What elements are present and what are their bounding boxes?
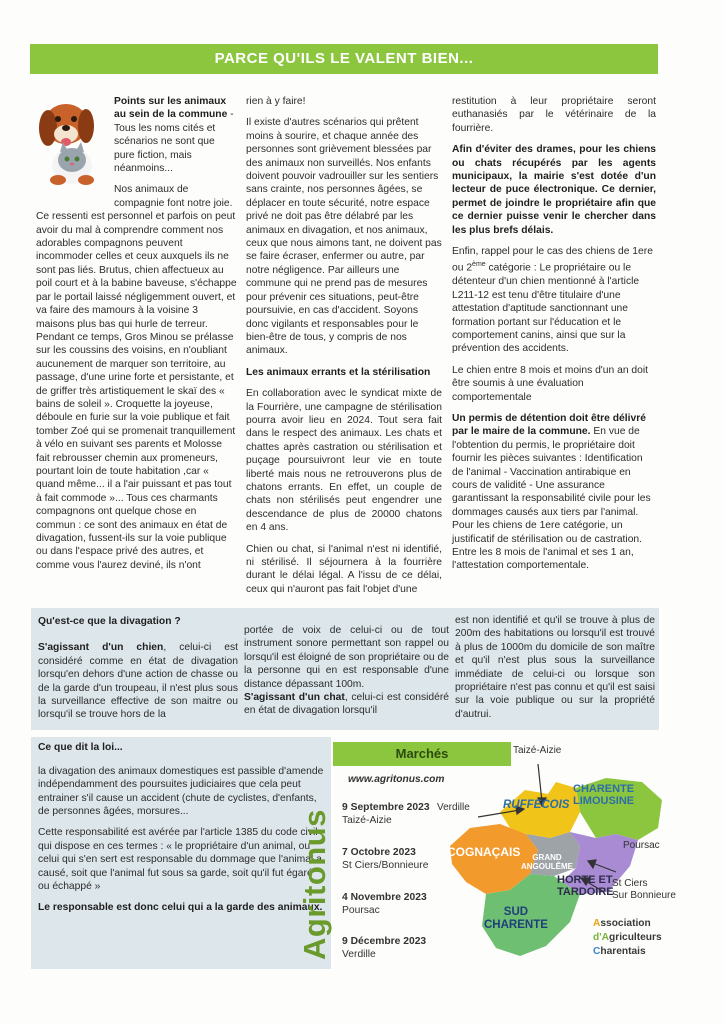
market-place: St Ciers/Bonnieure bbox=[342, 860, 429, 871]
map-label-angouleme: ANGOULÊME bbox=[521, 862, 573, 871]
col3-p2-sup: ème bbox=[472, 261, 486, 269]
section-heading: Points sur les animaux au sein de la commune bbox=[114, 96, 228, 121]
assoc-initial-d: d'A bbox=[593, 932, 610, 943]
market-item bbox=[342, 891, 427, 917]
map-label-horte: HORTE ET bbox=[557, 874, 613, 886]
col3-p1: Afin d'éviter des drames, pour les chiens ou chats récupérés par les agents municipaux, la mairie s'est dotée d'un lecteur de puce électronique. Ce dernier, permet de joindre le propriétaire afin que ce dernier puisse venir le chercher dans les plus brefs délais. bbox=[452, 144, 656, 236]
col2-p2: En collaboration avec le syndicat mixte de la Fourrière, une campagne de stérilisation pourra avoir lieu en 2024. Tout sera fait dans le respect des animaux. Les chats et chattes après castration ou stérilisation et puçage poursuivront leur vie en toute liberté mais nous ne retrouverons plus de chatons errants. En effet, un couple de chats non stérilisés peut engendrer une descendance de plus de 20000 chatons en 4 ans. bbox=[246, 388, 442, 534]
map-label-tardoire: TARDOIRE bbox=[557, 886, 614, 898]
map-label-ruffecois: RUFFECOIS bbox=[503, 799, 570, 811]
assoc-word-2: griculteurs bbox=[609, 932, 662, 943]
assoc-initial-a: A bbox=[593, 918, 601, 929]
loi-p1: la divagation des animaux domestiques est passible d'amende indépendamment des poursuites judiciaires que cela peut entrainer s'il cause un accident (chute de cyclistes, d'enfants, de personnes âgées, morsures... bbox=[38, 765, 324, 818]
assoc-initial-c: C bbox=[593, 946, 601, 957]
intro-block bbox=[114, 95, 238, 210]
divagation-col-1 bbox=[38, 615, 238, 722]
map-label-st-ciers-2: Sur Bonnieure bbox=[612, 890, 676, 901]
chien-text: , celui-ci est considéré comme en état de divagation lorsqu'en dehors d'une action de chasse ou de la garde d'un troupeau, il n'est plus sous la surveillance effective de son maitre ou lorsqu'il se trouve hors de la bbox=[38, 642, 238, 721]
divagation-col-2 bbox=[244, 624, 449, 718]
market-place: Taizé-Aizie bbox=[342, 815, 392, 826]
market-item bbox=[342, 846, 428, 872]
chat-text: , celui-ci est considéré en état de divagation lorsqu'il bbox=[244, 692, 449, 717]
chien-label: S'agissant d'un chien bbox=[38, 642, 164, 654]
column-2 bbox=[246, 95, 442, 604]
map-label-st-ciers-1: St Ciers bbox=[612, 878, 648, 889]
market-place: Poursac bbox=[342, 905, 380, 916]
map-label-st-ciers bbox=[612, 878, 676, 902]
market-item bbox=[342, 801, 430, 827]
assoc-word-3: harentais bbox=[600, 946, 646, 957]
market-date: 4 Novembre 2023 bbox=[342, 892, 427, 903]
permis-rest: En vue de l'obtention du permis, le propriétaire doit fournir les pièces suivantes : Identification de l'animal - Vaccination antirabique en cours de validité - Une assurance garantissant la responsabilité civile pour les dommages causés aux tiers par l'animal. Pour les chiens de 1ere catégorie, un justificatif de stérilisation ou de castration. Entre les 8 mois de l'animal et ses 1 an, l'attestation comportementale. bbox=[452, 426, 651, 572]
loi-p3: Le responsable est donc celui qui a la garde des animaux. bbox=[38, 901, 323, 913]
market-date: 9 Septembre 2023 bbox=[342, 802, 430, 813]
map-label-grand-angouleme bbox=[521, 853, 573, 871]
market-date: 9 Décembre 2023 bbox=[342, 936, 427, 947]
market-place: Verdille bbox=[342, 949, 376, 960]
chat-label: S'agissant d'un chat bbox=[244, 692, 345, 704]
assoc-word-1: ssociation bbox=[600, 918, 651, 929]
map-label-grand: GRAND bbox=[532, 853, 562, 862]
col3-p3: Le chien entre 8 mois et moins d'un an doit être soumis à une évaluation comportementale bbox=[452, 364, 649, 403]
divagation-col-3 bbox=[455, 614, 655, 721]
marches-title: Marchés bbox=[395, 746, 449, 761]
divagation-col2-text: portée de voix de celui-ci ou de tout instrument sonore permettant son rappel ou lorsqu'il est éloigné de son propriétaire ou de la personne qui en est responsable d'une distance dépassant 100m. bbox=[244, 625, 449, 690]
map-label-taize: Taizé-Aizie bbox=[513, 745, 562, 756]
loi-heading: Ce que dit la loi... bbox=[38, 742, 123, 753]
divagation-question: Qu'est-ce que la divagation ? bbox=[38, 616, 181, 627]
col3-p2-b: catégorie : Le propriétaire ou le détenteur d'un chien mentionné à l'article L211-12 est tenu d'être titulaire d'une attestation d'aptitude sanctionnant une formation portant sur l'éducation et le comportement canins, ainsi que sur la prévention des accidents. bbox=[452, 262, 640, 355]
col3-p2 bbox=[452, 245, 656, 356]
agritonus-website[interactable]: www.agritonus.com bbox=[348, 774, 445, 785]
column-1 bbox=[36, 95, 238, 580]
column-3 bbox=[452, 95, 656, 581]
association-name bbox=[593, 917, 662, 959]
banner-title: PARCE QU'ILS LE VALENT BIEN... bbox=[214, 50, 474, 67]
col3-p4 bbox=[452, 412, 656, 573]
map-label-charente-sud: CHARENTE bbox=[484, 919, 548, 931]
col3-p0: restitution à leur propriétaire seront euthanasiés par le vétérinaire de la fourrière. bbox=[452, 96, 656, 134]
map-label-sud: SUD bbox=[503, 906, 529, 918]
map-label-verdille: Verdille bbox=[437, 802, 470, 813]
col2-p1: Il existe d'autres scénarios qui prêtent moins à sourire, et chaque année des personnes sont grièvement blessées par des animaux non surveillés. Nos enfants doivent pouvoir vadrouiller sur les sentiers sans crainte, nos personnes âgées, se déplacer en toute sécurité, notre espace privé ne doit pas être délabré par les animaux en divagation, et nos animaux, ceux que nous aimons tant, ne doivent pas se faire écraser, enfermer ou autre, par notre négligence. Par ailleurs une commune qui ne prend pas de mesures pour prévenir ces situations, peut-être poursuivie, en cas d'accident. Soyons donc vigilants et responsables pour le bien-être de tous, y compris de nos animaux. bbox=[246, 117, 442, 357]
agritonus-brand: Agritonus bbox=[297, 809, 332, 960]
col1-paragraph: Ce ressenti est personnel et parfois on peut avoir du mal à comprendre comment nos adorables compagnons peuvent incommoder celles et ceux auxquels ils ne sont pas liés. Brutus, chien affectueux au poil court et à la babine baveuse, s'échappe par le portail laissé négligemment ouvert, et va faire des mamours à la voisine 3 maisons plus bas qui hurle de terreur. Pendant ce temps, Gros Minou se prélasse sur les coussins des voisins, en n'oubliant aucunement de marquer son territoire, au passage, d'une urine forte et persistante, et de griffer très artistiquement le skaï des « bains de soleil ». Croquette la joyeuse, déboule en furie sur la voie publique et fait tomber Zoé qui se promenait tranquillement à vélo en suivant ses parents et Molosse fait rebrousser chemin aux promeneurs, pourtant loin de toute habitation ,car « quand même... il a l'air puissant et pas tout à fait commode »... Tous ces charmants compagnons ont quelque chose en commun : ce sont des animaux en état de divagation, fussent-ils sur la voie publique ou dans l'espace privé des autres, et comme vous l'aurez deviné, ils n'ont bbox=[36, 211, 237, 571]
permis-bold: Un permis de détention doit être délivré par le maire de la commune. bbox=[452, 412, 646, 438]
loi-p2: Cette responsabilité est avérée par l'article 1385 du code civil qui dispose en ces termes : « le propriétaire d'un animal, ou celui qui s'en sert est responsable du dommage que l'animal a causé, soit que l'animal fut sous sa garde, soit qu'il fut égaré ou échappé » bbox=[38, 826, 322, 893]
market-date: 7 Octobre 2023 bbox=[342, 847, 416, 858]
intro-sentence: Nos animaux de compagnie font notre joie. bbox=[114, 184, 233, 209]
map-label-limousine: LIMOUSINE bbox=[573, 795, 635, 807]
divagation-col3-text: est non identifié et qu'il se trouve à plus de 200m des habitations ou lorsqu'il est trouvé à plus de 1000m du domicile de son maître et qu'il n'est plus sous la surveillance immédiate de celui-ci ou lorsque son propriétaire n'est pas connu et qu'il est saisi sur la voie publique ou sur la propriété d'autrui. bbox=[455, 615, 655, 720]
map-label-charente-limousine bbox=[573, 783, 634, 807]
disclaimer-text: - Tous les noms cités et scénarios ne sont que pure fiction, mais néanmoins... bbox=[114, 109, 234, 175]
col3-p2-a: Enfin, rappel pour le cas des chiens de 1ere ou 2 bbox=[452, 246, 653, 274]
col2-p0: rien à y faire! bbox=[246, 96, 306, 107]
sterilisation-heading: Les animaux errants et la stérilisation bbox=[246, 366, 431, 378]
map-label-sud-charente bbox=[484, 906, 548, 932]
col2-p3: Chien ou chat, si l'animal n'est ni identifié, ni stérilisé. Il séjournera à la fourrière durant le délai légal. A l'issu de ce délai, ceux qui n'auront pas fait l'objet d'une bbox=[246, 543, 442, 595]
title-banner bbox=[30, 44, 658, 74]
map-label-horte-tardoire bbox=[557, 874, 614, 898]
map-label-charente: CHARENTE bbox=[573, 783, 635, 795]
loi-content bbox=[38, 741, 326, 922]
market-item bbox=[342, 935, 426, 961]
map-label-poursac: Poursac bbox=[623, 840, 660, 851]
map-label-cognacais: COGNAÇAIS bbox=[447, 845, 521, 859]
